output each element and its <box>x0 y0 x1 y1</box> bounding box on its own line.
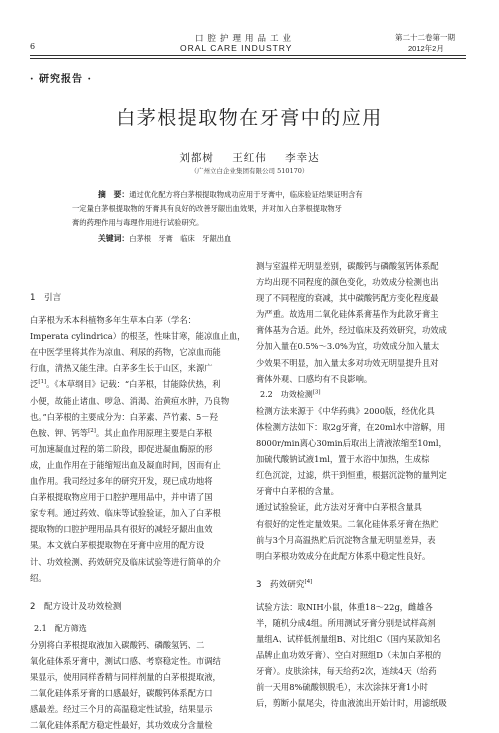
line-text: 提取物的口腔护理用品具有很好的减轻牙龈出血效 <box>30 524 213 535</box>
line-text: 分别将白茅根提取液加入碳酸钙、磷酸氢钙、二 <box>30 639 205 650</box>
section-heading <box>256 577 466 593</box>
line-text: 检测方法来源于《中华药典》2000版，经优化具 <box>256 405 435 416</box>
body-text-line <box>256 695 466 711</box>
abstract-line: 一定量白茅根提取物的牙膏具有良好的改善牙龈出血效果，并对加入白茅根提取物牙 <box>72 204 342 213</box>
body-text-line <box>30 409 246 425</box>
line-text-continued: 。《本草纲目》记载：“白茅根，甘能除伏热，利 <box>46 379 221 390</box>
body-text-line <box>30 669 246 685</box>
line-text: 为严重。故选用二氧化硅体系膏基作为此款牙膏主 <box>256 309 439 320</box>
body-text-line <box>256 322 466 338</box>
body-text-line <box>30 473 246 489</box>
line-text: 也。”白茅根的主要成分为：白茅素、芦竹素、5－羟 <box>30 411 218 422</box>
line-text: 2.1 配方筛选 <box>34 623 87 633</box>
line-text: 膏体外观、口感均有不良影响。 <box>256 373 373 384</box>
subsection-heading <box>256 387 466 403</box>
body-text-line <box>256 599 466 615</box>
body-text-line <box>256 467 466 483</box>
author-name: 李幸达 <box>285 152 320 164</box>
paragraph-gap <box>30 586 246 599</box>
line-text: 氧化硅体系牙膏中，测试口感、考察稳定性。市调结 <box>30 655 221 666</box>
citation-ref: [4] <box>304 578 313 585</box>
issue-date: 2012年2月 <box>408 44 444 53</box>
body-text-line <box>30 360 246 376</box>
body-text-line <box>30 328 246 344</box>
body-text-line <box>30 701 246 717</box>
line-text: 前与3个月高温热贮后沉淀物含量无明显差异，表 <box>256 534 436 545</box>
citation-ref: [2] <box>88 427 96 434</box>
body-text-line <box>30 653 246 669</box>
body-text-line <box>256 419 466 435</box>
line-text: 有很好的定性定量效果。二氧化硅体系牙膏在热贮 <box>256 518 439 529</box>
body-text-line <box>256 290 466 306</box>
line-text: 2 配方设计及功效检测 <box>30 601 122 612</box>
body-column-left <box>30 290 246 733</box>
body-text-line <box>30 344 246 360</box>
author-name: 刘都树 <box>179 152 214 164</box>
body-text-line <box>30 376 246 392</box>
line-text: 行血，清热又能生津。白茅多生长于山区，来源广 <box>30 363 213 374</box>
line-text: 白茅根提取物应用于口腔护理用品中，并申请了国 <box>30 492 213 503</box>
body-text-line <box>30 685 246 701</box>
line-text: 3 药效研究 <box>256 579 305 590</box>
line-text: 少效果不明显，加入量太多对功效无明显提升且对 <box>256 357 439 368</box>
line-text: Imperata cylindrica）的根茎，性味甘寒，能凉血止血， <box>30 331 246 342</box>
line-text: 成，止血作用在于能缩短出血及凝血时间，因而有止 <box>30 459 221 470</box>
body-text-line <box>30 717 246 733</box>
line-text: 半，随机分成4组。所用测试牙膏分别是试样高剂 <box>256 617 436 628</box>
body-text-line <box>30 425 246 441</box>
body-text-line <box>30 521 246 537</box>
body-text-line <box>256 451 466 467</box>
line-text: 方均出现不同程度的颜色变化，功效成分检测也出 <box>256 277 439 288</box>
body-text-line <box>256 548 466 564</box>
line-text: 加硫代酸钠试液1ml，置于水浴中加热，生成棕 <box>256 454 430 465</box>
keywords <box>98 233 231 244</box>
author-list <box>0 150 499 165</box>
line-text: 色胺、钾、钙等 <box>30 427 89 438</box>
line-text: 泛 <box>30 379 39 390</box>
line-text: 量组A、试样低剂量组B、对比组C（国内某款知名 <box>256 634 441 645</box>
body-text-line <box>256 355 466 371</box>
journal-title-cn: 口腔护理用品工业 <box>195 34 296 44</box>
body-text-line <box>256 371 466 387</box>
keywords-label: 关键词： <box>98 234 130 243</box>
section-heading <box>30 290 246 306</box>
body-text-line <box>256 631 466 647</box>
line-text: 二氧化硅体系牙膏的口感最好，碳酸钙体系配方口 <box>30 688 213 699</box>
line-text-continued: 。其止血作用原理主要是白茅根 <box>95 427 213 438</box>
line-text: 果显示，使用同样香精与同样剂量的白茅根提取液， <box>30 672 221 683</box>
subsection-heading <box>30 621 246 637</box>
line-text: 1 引言 <box>30 293 62 303</box>
abstract <box>72 188 424 230</box>
header-rule-top <box>30 55 466 56</box>
line-text: 计、功效检测、药效研究及临床试验等进行简单的介 <box>30 556 221 567</box>
body-text-line <box>256 532 466 548</box>
body-text-line <box>256 499 466 515</box>
body-text-line <box>256 258 466 274</box>
abstract-line: 膏的药理作用与毒理作用进行试验研究。 <box>72 218 204 227</box>
section-heading <box>30 599 246 615</box>
line-text: 绍。 <box>30 572 47 583</box>
line-text: 在中医学里将其作为凉血、利尿的药物，它凉血而能 <box>30 347 221 358</box>
body-column-right <box>256 258 466 712</box>
body-text-line <box>30 537 246 553</box>
line-text: 红色沉淀，过滤，烘干到恒重，根据沉淀物的量判定 <box>256 470 447 481</box>
line-text: 二氧化硅体系配方稳定性最好，其功效成分含量检 <box>30 720 213 731</box>
body-text-line <box>256 435 466 451</box>
line-text: 白茅根为禾本科植物多年生草本白茅（学名： <box>30 315 196 326</box>
body-text-line <box>30 570 246 586</box>
line-text: 品牌止血功效牙膏）、空白对照组D（未加白茅根的 <box>256 650 442 661</box>
page-number: 6 <box>30 42 36 51</box>
line-text: 明白茅根功效成分在此配方体系中稳定性良好。 <box>256 550 431 561</box>
line-text: 现了不同程度的衰减，其中碳酸钙配方变化程度最 <box>256 293 439 304</box>
keywords-text: 白茅根 牙膏 临床 牙龈出血 <box>129 234 232 243</box>
line-text: 感最差。经过三个月的高温稳定性试验，结果显示 <box>30 704 213 715</box>
author-name: 王红伟 <box>232 152 267 164</box>
body-text-line <box>30 505 246 521</box>
body-text-line <box>256 274 466 290</box>
body-text-line <box>30 441 246 457</box>
abstract-label: 摘 要： <box>98 190 130 199</box>
line-text: 果。本文就白茅根提取物在牙膏中应用的配方设 <box>30 540 205 551</box>
body-text-line <box>30 393 246 409</box>
issue-label: 第二十二卷第一期 <box>395 33 455 42</box>
line-text: 2.2 功效检测 <box>260 389 313 399</box>
body-text-line <box>30 489 246 505</box>
body-text-line <box>256 338 466 354</box>
citation-ref: [1] <box>38 379 47 386</box>
abstract-line <box>72 188 424 202</box>
body-text-line <box>256 679 466 695</box>
body-text-line <box>256 516 466 532</box>
header-rule-bottom <box>30 58 466 59</box>
body-text-line <box>256 663 466 679</box>
line-text: 测与室温样无明显差别，碳酸钙与磷酸氢钙体系配 <box>256 261 439 271</box>
body-text-line <box>256 483 466 499</box>
line-text: 膏体基为合适。此外，经过临床及药效研究，功效成 <box>256 325 447 336</box>
line-text: 家专利。通过药效、临床等试验验证，加入了白茅根 <box>30 508 221 519</box>
line-text: 通过试验验证，此方法对牙膏中白茅根含量具 <box>256 502 422 513</box>
body-text-line <box>30 554 246 570</box>
line-text: 小便，故能止诸血、哕急、消渴、治黄疸水肿，乃良物 <box>30 395 230 406</box>
body-text-line <box>30 637 246 653</box>
body-text-line <box>256 403 466 419</box>
abstract-text: 通过优化配方将白茅根提取物成功应用于牙膏中，临床验证结果证明含有 <box>129 190 363 199</box>
line-text: 前一天用8%硫酸钡脱毛），末次涂抹牙膏1小时 <box>256 682 428 693</box>
body-text-line <box>256 615 466 631</box>
line-text: 牙膏中白茅根的含量。 <box>256 486 339 497</box>
affiliation: （广州立白企业集团有限公司 510170） <box>190 167 309 175</box>
article-title: 白茅根提取物在牙膏中的应用 <box>116 107 383 129</box>
line-text: 分加入量在0.5%～3.0%为宜，功效成分加入量太 <box>256 341 440 352</box>
body-text-line <box>256 647 466 663</box>
citation-ref: [3] <box>312 389 321 396</box>
body-text-line <box>30 312 246 328</box>
body-text-line <box>30 457 246 473</box>
line-text: 试验方法：取NIH小鼠，体重18～22g，雌雄各 <box>256 601 433 612</box>
line-text: 8000r/min离心30min后取出上清液浓缩至10ml， <box>256 438 447 449</box>
line-text: 血作用。我司经过多年的研究开发，现已成功地将 <box>30 476 213 487</box>
line-text: 可加速凝血过程的第二阶段，即促进凝血酶原的形 <box>30 443 213 454</box>
section-label: · 研究报告 · <box>30 74 92 85</box>
line-text: 牙膏）。皮肤涂抹，每天给药2次，连续4天（给药 <box>256 666 437 677</box>
paragraph-gap <box>256 564 466 577</box>
line-text: 体检测方法如下：取2g牙膏，在20ml水中溶解，用 <box>256 421 446 432</box>
line-text: 后，剪断小鼠尾尖，待血液流出开始计时，用滤纸吸 <box>256 698 447 709</box>
journal-title-en: ORAL CARE INDUSTRY <box>180 43 293 53</box>
body-text-line <box>256 306 466 322</box>
